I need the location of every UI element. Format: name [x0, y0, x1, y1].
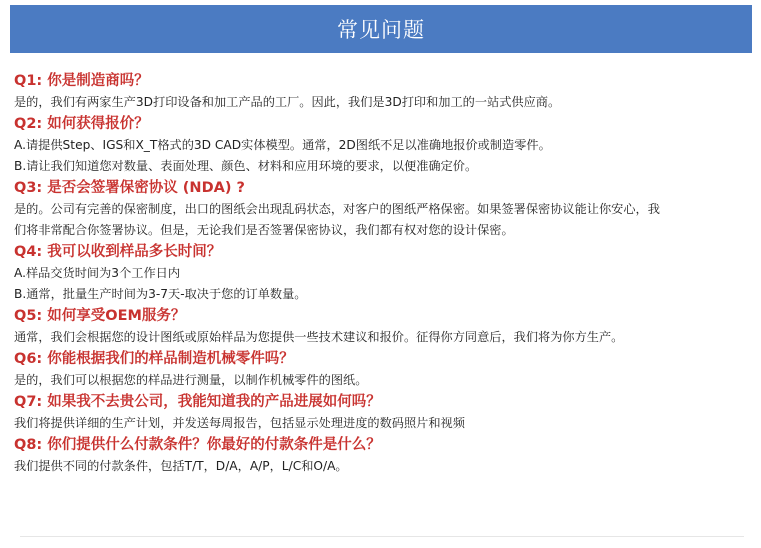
faq-question-5: Q5: 如何享受OEM服务？ [14, 308, 186, 324]
faq-answer-8: 我们提供不同的付款条件，包括T/T，D/A，A/P，L/C和O/A。 [14, 459, 348, 473]
faq-answer-5: 通常，我们会根据您的设计图纸或原始样品为您提供一些技术建议和报价。征得你方同意后，我们将为你方生产。 [14, 330, 624, 344]
faq-question-7: Q7: 如果我不去贵公司，我能知道我的产品进展如何吗？ [14, 394, 381, 410]
faq-question-3: Q3: 是否会签署保密协议 (NDA) ? [14, 180, 245, 196]
page-title-banner [10, 5, 752, 53]
faq-answer-4b: B.通常，批量生产时间为3-7天-取决于您的订单数量。 [14, 287, 307, 301]
faq-question-2: Q2: 如何获得报价？ [14, 116, 149, 132]
faq-answer-1: 是的，我们有两家生产3D打印设备和加工产品的工厂。因此，我们是3D打印和加工的一站式供应商。 [14, 95, 561, 109]
faq-question-4: Q4: 我可以收到样品多长时间？ [14, 244, 222, 260]
faq-question-1: Q1: 你是制造商吗？ [14, 73, 149, 89]
faq-answer-2b: B.请让我们知道您对数量、表面处理、颜色、材料和应用环境的要求，以便准确定价。 [14, 159, 478, 173]
faq-answer-2a: A.请提供Step、IGS和X_T格式的3D CAD实体模型。通常，2D图纸不足以准确地报价或制造零件。 [14, 138, 551, 152]
faq-answer-6: 是的，我们可以根据您的样品进行测量，以制作机械零件的图纸。 [14, 373, 368, 387]
faq-answer-7: 我们将提供详细的生产计划，并发送每周报告，包括显示处理进度的数码照片和视频 [14, 416, 465, 430]
page-title: 常见问题 [337, 18, 425, 42]
faq-answer-3a: 是的。公司有完善的保密制度，出口的图纸会出现乱码状态，对客户的图纸严格保密。如果签署保密协议能让你安心，我 [14, 202, 660, 216]
faq-question-8: Q8: 你们提供什么付款条件？你最好的付款条件是什么？ [14, 437, 381, 453]
bottom-divider [20, 536, 744, 537]
faq-question-6: Q6: 你能根据我们的样品制造机械零件吗？ [14, 351, 294, 367]
faq-answer-4a: A.样品交货时间为3个工作日内 [14, 266, 181, 280]
faq-list [14, 70, 754, 477]
faq-answer-3b: 们将非常配合你签署协议。但是，无论我们是否签署保密协议，我们都有权对您的设计保密。 [14, 223, 514, 237]
